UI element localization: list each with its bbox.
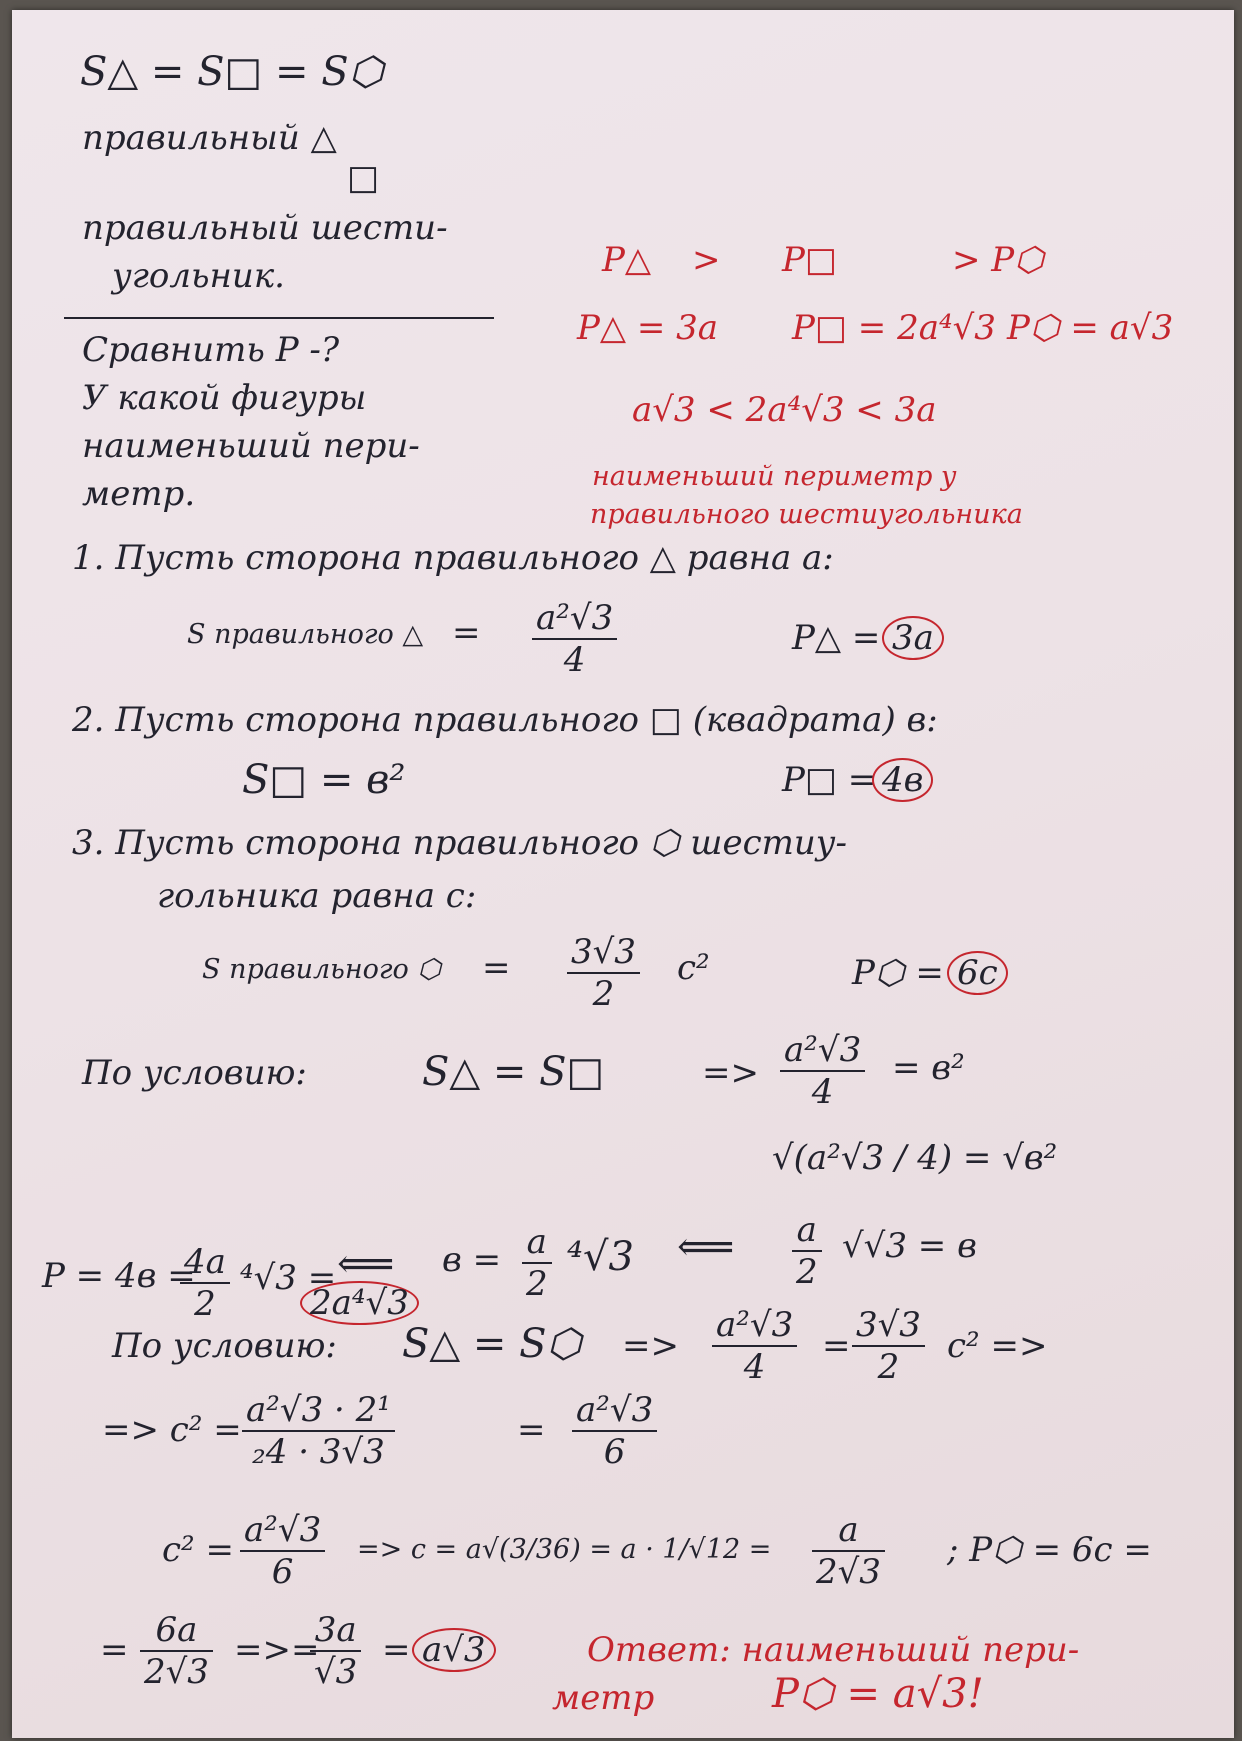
step1-area-fraction [532,598,617,680]
final-eq: = [382,1630,411,1670]
condition2-c2b-fraction [240,1510,325,1592]
condition2-p-tail: ; P⬡ = 6c = [947,1530,1152,1570]
condition1-r1-den: 4 [780,1070,865,1112]
final-lhs: = [100,1630,129,1670]
answer-line-2b: P⬡ = a√3! [772,1671,984,1717]
condition1-p-den: 2 [180,1282,230,1324]
final-f1-num: 6a [155,1610,198,1650]
conclusion-line-2: правильного шестиугольника [590,499,1023,530]
condition2-c2b-num: a²√3 [244,1510,322,1550]
condition2-l-num: a²√3 [716,1305,794,1345]
condition2-c-num: a [838,1510,859,1550]
step3-text-1: 3. Пусть сторона правильного ⬡ шестиу- [72,823,847,863]
given-hexagon-cont: угольник. [112,256,285,296]
condition1-label: По условию: [82,1053,307,1093]
condition1-b-den: 2 [522,1262,552,1304]
step1-area-label: S правильного △ [187,619,424,650]
step3-area-num: 3√3 [571,932,636,972]
formula-p-triangle: P△ = 3a [577,308,719,348]
step3-area-label: S правильного ⬡ [202,954,441,985]
given-square: □ [347,158,380,198]
step2-text: 2. Пусть сторона правильного □ (квадрата) в: [72,700,938,740]
condition1-p-tail: ⁴√3 = [240,1258,337,1298]
question-line-1: Сравнить P -? [82,330,340,370]
separator-line [64,317,494,319]
final-fraction-2 [310,1610,361,1692]
condition2-c2-lhs: => c² = [102,1410,242,1450]
step1-perimeter-circled: 3a [882,616,944,660]
perimeter-inequality: a√3 < 2a⁴√3 < 3a [632,390,937,430]
condition1-r3-tail: √√3 = в [842,1226,977,1266]
condition1-b-fraction [522,1222,552,1304]
condition2-c2-r-fraction [572,1390,657,1472]
condition2-eq: S△ = S⬡ [402,1321,582,1367]
step3-text-2: гольника равна c: [157,876,477,916]
condition2-c-fraction [812,1510,885,1592]
final-f2-den: √3 [310,1650,361,1692]
final-result-circled: a√3 [412,1628,496,1672]
step1-area-num: a²√3 [536,598,614,638]
condition1-b-lhs: в = [442,1240,502,1280]
condition2-l-fraction [712,1305,797,1387]
condition2-r-tail: c² => [947,1326,1048,1366]
condition1-r3-fraction [792,1210,822,1292]
compare-p-hexagon: > P⬡ [952,240,1044,280]
condition2-c2-den: ₂4 · 3√3 [242,1430,395,1472]
condition2-c2b-lhs: c² = [162,1530,234,1570]
answer-line-1: Ответ: наименьший пери- [587,1630,1080,1670]
condition1-b-num: a [526,1222,547,1262]
given-triangle: правильный △ [82,118,337,158]
condition2-c2-r-num: a²√3 [576,1390,654,1430]
step3-equals: = [482,948,511,988]
step2-area: S□ = в² [242,757,406,803]
step2-perimeter-label: P□ = [782,760,877,800]
condition2-l-den: 4 [712,1345,797,1387]
compare-gt-1: > [692,240,721,280]
condition1-p-result-circled: 2a⁴√3 [300,1281,419,1325]
condition2-label: По условию: [112,1326,337,1366]
question-line-2: У какой фигуры [82,378,367,418]
condition2-c-expr: => c = a√(3/36) = a · 1/√12 = [357,1534,772,1565]
step1-area-den: 4 [532,638,617,680]
step3-area-den: 2 [567,972,640,1014]
answer-line-2a: метр [552,1678,655,1718]
question-line-4: метр. [82,474,196,514]
step1-text: 1. Пусть сторона правильного △ равна a: [72,538,834,578]
step3-perimeter-label: P⬡ = [852,953,944,993]
step3-perimeter-circled: 6c [947,951,1008,995]
given-areas: S△ = S□ = S⬡ [80,49,384,95]
step3-area-fraction [567,932,640,1014]
formula-p-hexagon: P⬡ = a√3 [1007,308,1174,348]
step1-equals: = [452,613,481,653]
condition2-c2b-den: 6 [240,1550,325,1592]
condition2-r-fraction [852,1305,925,1387]
condition1-r1-tail: = в² [892,1048,965,1088]
condition1-eq: S△ = S□ [422,1049,605,1095]
condition1-p-fraction [180,1242,230,1324]
condition1-back-arrow: ⟸ [677,1224,735,1270]
condition1-p-num: 4a [184,1242,226,1282]
final-f2-num: 3a [314,1610,357,1650]
condition1-r3-num: a [796,1210,817,1250]
condition1-r1-num: a²√3 [784,1030,862,1070]
formula-p-square: P□ = 2a⁴√3 [792,308,996,348]
condition1-r3-den: 2 [792,1250,822,1292]
condition2-c2-r-den: 6 [572,1430,657,1472]
condition1-arrow: => [702,1053,759,1093]
notebook-page [12,10,1234,1738]
condition1-p-lhs: P = 4в = [42,1256,196,1296]
condition1-r1-fraction [780,1030,865,1112]
condition2-c2-fraction [242,1390,395,1472]
condition1-b-tail: ⁴√3 [567,1234,634,1280]
step1-perimeter-label: P△ = [792,618,881,658]
conclusion-line-1: наименьший периметр у [592,461,957,492]
condition2-c-den: 2√3 [812,1550,885,1592]
condition2-c2-num: a²√3 · 2¹ [246,1390,391,1430]
given-hexagon: правильный шести- [82,208,448,248]
final-arrow: =>= [234,1630,320,1670]
step3-area-tail: c² [677,948,710,988]
question-line-3: наименьший пери- [82,426,420,466]
compare-p-triangle: P△ [602,240,652,280]
final-fraction-1 [140,1610,213,1692]
step2-perimeter-circled: 4в [872,758,933,802]
condition1-r2: √(a²√3 / 4) = √в² [772,1138,1058,1178]
final-f1-den: 2√3 [140,1650,213,1692]
condition2-eq2: = [822,1326,851,1366]
condition2-c2-eq: = [517,1410,546,1450]
condition2-arrow: => [622,1326,679,1366]
condition2-r-num: 3√3 [856,1305,921,1345]
condition2-r-den: 2 [852,1345,925,1387]
compare-p-square: P□ [782,240,838,280]
condition1-back-arrow-2: ⟸ [337,1241,395,1287]
